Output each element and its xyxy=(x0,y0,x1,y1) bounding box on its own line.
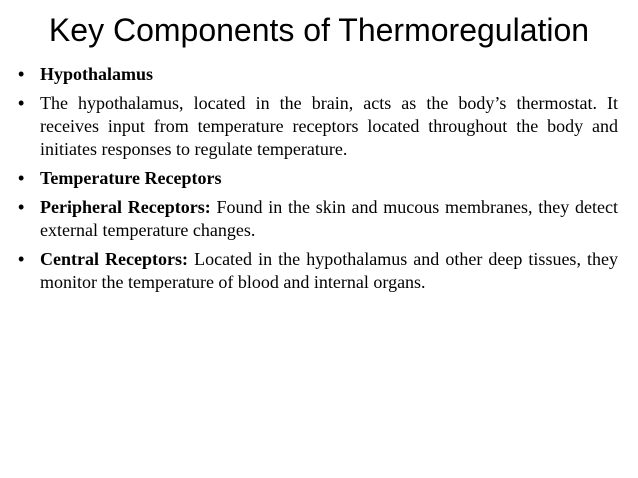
bullet-icon: • xyxy=(18,197,25,217)
bullet-icon: • xyxy=(18,64,25,84)
bullet-lead: Central Receptors: xyxy=(40,249,189,269)
bullet-hypothalamus-description xyxy=(18,92,618,161)
bullet-text: Found in the skin and mucous membranes, they detect external temperature changes. xyxy=(40,197,619,240)
bullet-lead: Peripheral Receptors: xyxy=(40,197,211,217)
bullet-text: Hypothalamus xyxy=(40,64,154,84)
slide-title: Key Components of Thermoregulation xyxy=(48,12,590,48)
bullet-temperature-receptors-heading xyxy=(18,167,618,190)
bullet-peripheral-receptors xyxy=(18,196,618,242)
bullet-central-receptors xyxy=(18,248,618,294)
bullet-text: Temperature Receptors xyxy=(40,168,222,188)
bullet-text: Located in the hypothalamus and other deep tissues, they monitor the temperature of blood and internal organs. xyxy=(40,249,618,292)
bullet-hypothalamus-heading xyxy=(18,63,618,86)
bullet-icon: • xyxy=(18,93,25,113)
bullet-text: The hypothalamus, located in the brain, acts as the body’s thermostat. It receives input from temperature receptors located throughout the body and initiates responses to regulate temperature. xyxy=(40,93,618,159)
bullet-list xyxy=(18,63,618,300)
bullet-icon: • xyxy=(18,168,25,188)
bullet-icon: • xyxy=(18,249,25,269)
